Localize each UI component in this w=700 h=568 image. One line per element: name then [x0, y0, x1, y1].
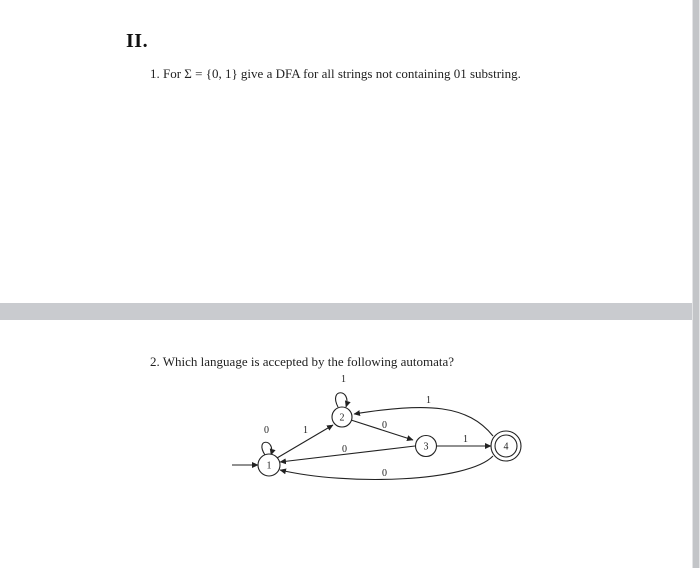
state-2: [332, 407, 352, 427]
question-2: 2. Which language is accepted by the following automata?: [150, 354, 455, 369]
edge-label-4-2: 1: [426, 395, 431, 406]
scrollbar[interactable]: [692, 0, 700, 568]
edge-label-4-1: 0: [382, 468, 387, 479]
edge-label-2-3: 0: [382, 420, 387, 431]
edge-label-1-2: 1: [303, 425, 308, 436]
automaton-diagram: [228, 370, 528, 490]
section-heading: II.: [126, 30, 149, 52]
state-label-1: 1: [266, 460, 272, 472]
edge-3-1: [280, 446, 415, 462]
edge-label-2-2: 1: [341, 374, 346, 385]
state-label-4: 4: [503, 441, 509, 453]
question-1: 1. For Σ = {0, 1} give a DFA for all strings not containing 01 substring.: [150, 66, 521, 81]
edge-4-2: [354, 407, 493, 436]
edge-label-3-1: 0: [342, 444, 347, 455]
page-divider: [0, 303, 700, 320]
scrollbar-thumb[interactable]: [693, 0, 699, 568]
state-3: [416, 436, 437, 457]
edge-1-1: [262, 442, 272, 455]
state-4: [491, 431, 521, 461]
edge-2-2: [336, 393, 347, 407]
state-1: [258, 454, 280, 476]
state-label-2: 2: [339, 412, 345, 424]
edge-label-1-1: 0: [264, 425, 269, 436]
edge-label-3-4: 1: [463, 434, 468, 445]
state-label-3: 3: [423, 441, 429, 453]
